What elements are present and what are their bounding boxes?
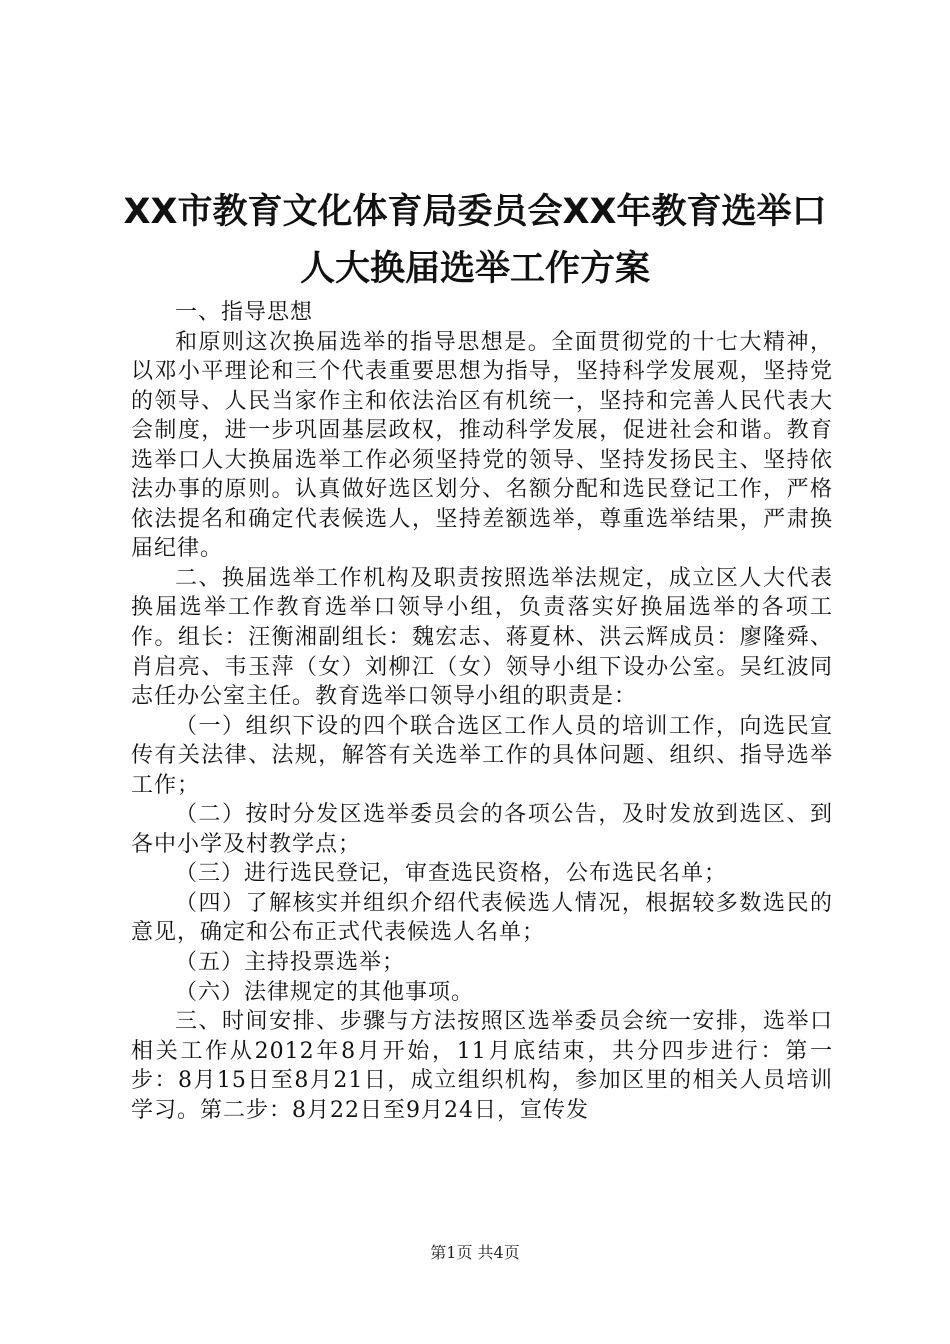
section-heading-guiding-ideology: 一、指导思想 xyxy=(175,300,314,325)
document-title-line-2: 人大换届选举工作方案 xyxy=(299,249,650,289)
document-body xyxy=(131,298,833,1125)
duty-item-4: （四）了解核实并组织介绍代表候选人情况，根据较多数选民的意见，确定和公布正式代表候选人名单； xyxy=(131,890,833,946)
duty-item-5: （五）主持投票选举； xyxy=(175,950,406,976)
document-title-line-1: XX市教育文化体育局委员会XX年教育选举口 xyxy=(123,192,827,232)
duty-item-3: （三）进行选民登记，审查选民资格，公布选民名单； xyxy=(175,861,728,887)
duty-item-6: （六）法律规定的其他事项。 xyxy=(175,979,475,1005)
duty-item-1: （一）组织下设的四个联合选区工作人员的培训工作，向选民宣传有关法律、法规，解答有关选举工作的具体问题、组织、指导选举工作； xyxy=(131,713,833,798)
paragraph-guiding-principles: 和原则这次换届选举的指导思想是。全面贯彻党的十七大精神，以邓小平理论和三个代表重要思想为指导，坚持科学发展观，坚持党的领导、人民当家作主和依法治区有机统一，坚持和完善人民代表大会制度，进一步巩固基层政权，推动科学发展，促进社会和谐。教育选举口人大换届选举工作必须坚持党的领导、坚持发扬民主、坚持依法办事的原则。认真做好选区划分、名额分配和选民登记工作，严格依法提名和确定代表候选人，坚持差额选举，尊重选举结果，严肃换届纪律。 xyxy=(131,329,833,562)
page-footer: 第1页 共4页 xyxy=(430,1243,520,1262)
paragraph-schedule-steps: 三、时间安排、步骤与方法按照区选举委员会统一安排，选举口相关工作从2012年8月开始，11月底结束，共分四步进行：第一步：8月15日至8月21日，成立组织机构，参加区里的相关人员培训学习。第二步：8月22日至9月24日，宣传发 xyxy=(131,1009,834,1123)
duty-item-2: （二）按时分发区选举委员会的各项公告，及时发放到选区、到各中小学及村教学点； xyxy=(131,802,833,857)
paragraph-organization-duties: 二、换届选举工作机构及职责按照选举法规定，成立区人大代表换届选举工作教育选举口领导小组，负责落实好换届选举的各项工作。组长：汪衡湘副组长：魏宏志、蒋夏林、洪云辉成员：廖隆舜、肖启亮、韦玉萍（女）刘柳江（女）领导小组下设办公室。吴红波同志任办公室主任。教育选举口领导小组的职责是： xyxy=(131,565,833,710)
